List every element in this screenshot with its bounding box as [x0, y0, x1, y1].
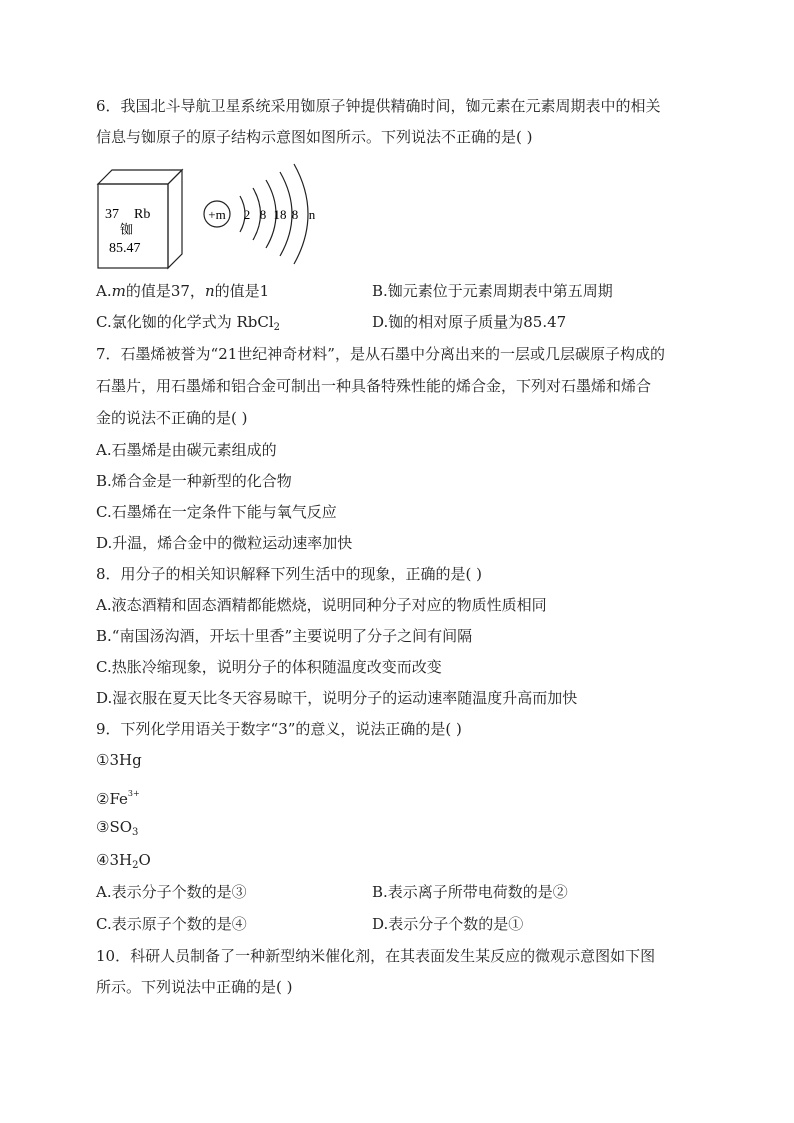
q9-option-b: B.表示离子所带电荷数的是② — [372, 883, 568, 901]
element-symbol: Rb — [134, 207, 151, 222]
shell-electrons-4: 8 — [291, 207, 299, 222]
q10-stem-line2: 所示。下列说法中正确的是( ) — [96, 978, 293, 996]
q6-stem-line2: 信息与铷原子的原子结构示意图如图所示。下列说法不正确的是( ) — [96, 128, 533, 146]
shell-electrons-3: 18 — [273, 207, 287, 222]
q9-item-2: $②Fe^{3+}$ — [96, 789, 140, 808]
q10-stem-line1: 10．科研人员制备了一种新型纳米催化剂，在其表面发生某反应的微观示意图如下图 — [96, 947, 656, 965]
q6-option-a: A.m的值是37，n的值是1 — [96, 282, 270, 300]
q7-stem-line2: 石墨片，用石墨烯和铝合金可制出一种具备特殊性能的烯合金，下列对石墨烯和烯合 — [96, 377, 652, 395]
q8-option-d: D.湿衣服在夏天比冬天容易晾干，说明分子的运动速率随温度升高而加快 — [96, 689, 578, 707]
q7-stem-line3: 金的说法不正确的是( ) — [96, 409, 248, 427]
atomic-number: 37 — [105, 207, 119, 222]
q6-option-d: D.铷的相对原子质量为85.47 — [372, 313, 567, 331]
element-card — [98, 170, 182, 268]
q7-option-c: C.石墨烯在一定条件下能与氧气反应 — [96, 503, 337, 521]
q7-option-a: A.石墨烯是由碳元素组成的 — [96, 441, 277, 459]
q8-option-a: A.液态酒精和固态酒精都能燃烧，说明同种分子对应的物质性质相同 — [96, 596, 547, 614]
q6-option-b: B.铷元素位于元素周期表中第五周期 — [372, 282, 613, 300]
shell-electrons-5: n — [308, 207, 316, 222]
atom-structure-diagram — [204, 164, 316, 264]
q9-option-d: D.表示分子个数的是① — [372, 915, 524, 933]
q9-item-4: $④3H_2O$ — [96, 851, 151, 871]
q6-stem-line1: 6．我国北斗导航卫星系统采用铷原子钟提供精确时间，铷元素在元素周期表中的相关 — [96, 97, 661, 115]
q6-option-c: C.氯化铷的化学式为 RbCl$_2$ — [96, 313, 281, 333]
q8-option-c: C.热胀冷缩现象，说明分子的体积随温度改变而改变 — [96, 658, 442, 676]
q9-option-c: C.表示原子个数的是④ — [96, 915, 247, 933]
shell-electrons-1: 2 — [243, 207, 251, 222]
q9-item-3: $③SO_3$ — [96, 818, 139, 838]
q7-option-b: B.烯合金是一种新型的化合物 — [96, 472, 292, 490]
q9-option-a: A.表示分子个数的是③ — [96, 883, 247, 901]
atomic-mass: 85.47 — [109, 241, 141, 256]
q9-stem: 9．下列化学用语关于数字“3”的意义，说法正确的是( ) — [96, 720, 462, 738]
q8-option-b: B.“南国汤沟酒，开坛十里香”主要说明了分子之间有间隔 — [96, 627, 473, 645]
q9-item-1: ①3Hg — [96, 751, 142, 769]
nucleus-charge: +m — [208, 207, 226, 222]
q6-figure — [90, 160, 330, 272]
shell-electrons-2: 8 — [259, 207, 267, 222]
q7-option-d: D.升温，烯合金中的微粒运动速率加快 — [96, 534, 353, 552]
q7-stem-line1: 7．石墨烯被誉为“21世纪神奇材料”，是从石墨中分离出来的一层或几层碳原子构成的 — [96, 345, 665, 363]
q8-stem: 8．用分子的相关知识解释下列生活中的现象，正确的是( ) — [96, 565, 483, 583]
element-name: 铷 — [120, 222, 134, 237]
